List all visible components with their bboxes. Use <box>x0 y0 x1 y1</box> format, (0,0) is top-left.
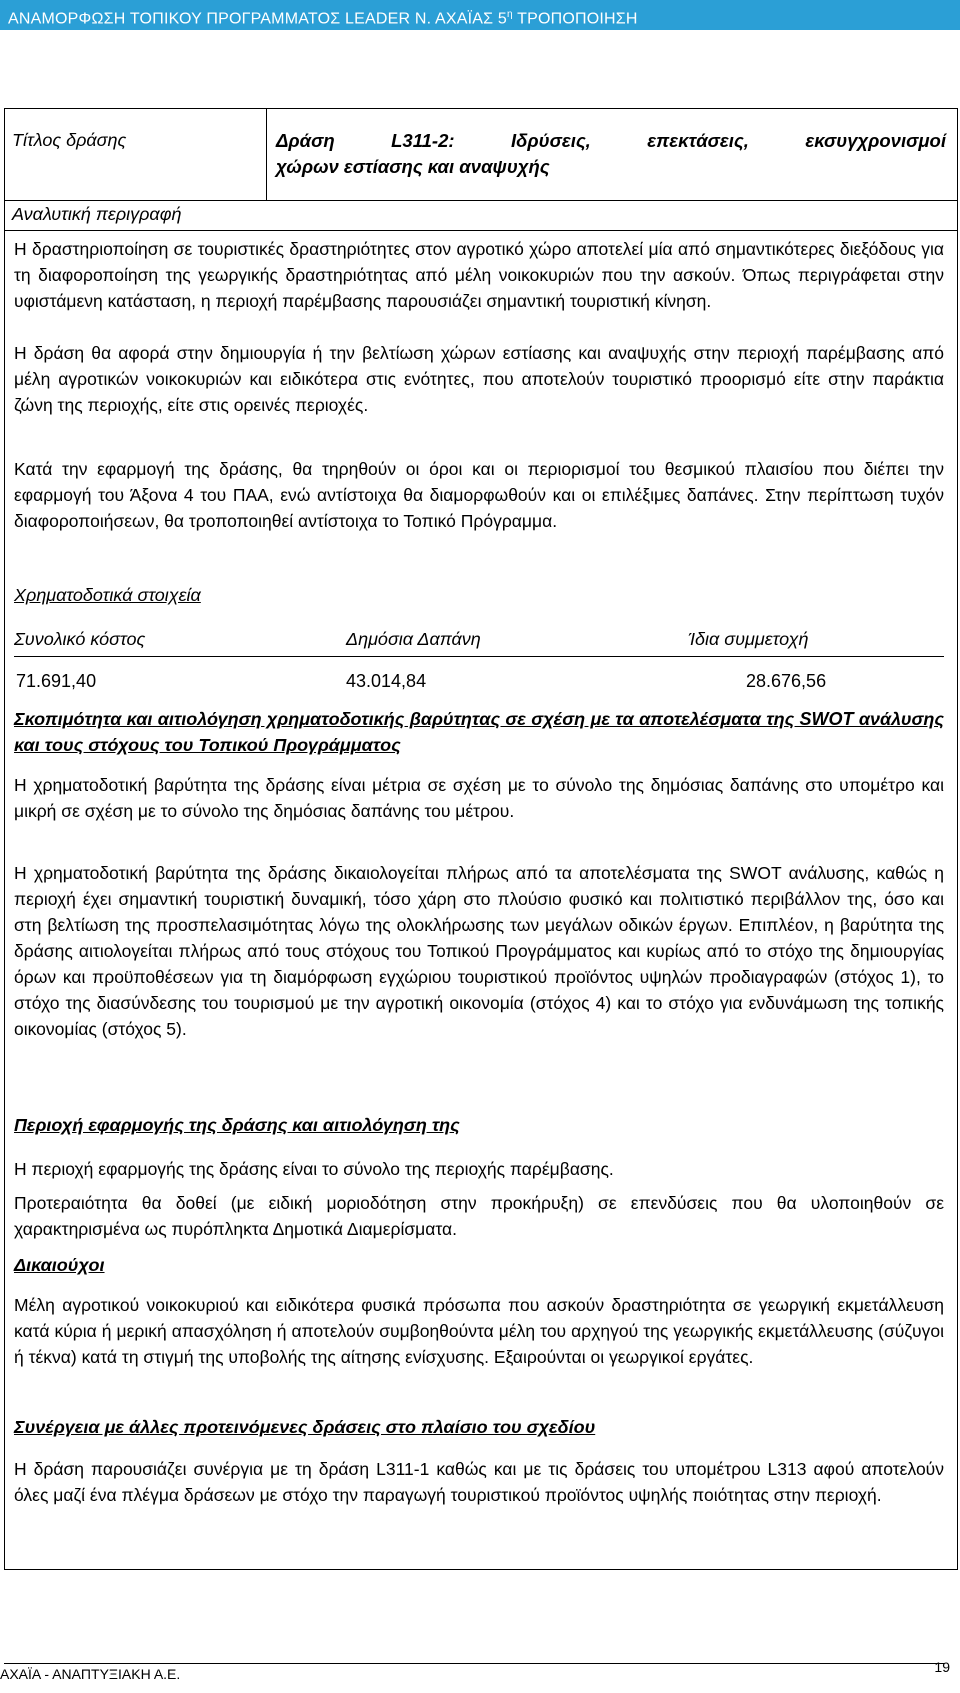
justification-paragraph-2: Η χρηματοδοτική βαρύτητα της δράσης δικαιολογείται πλήρως από τα αποτελέσματα της SWOT ανάλυσης, καθώς η περιοχή έχει σημαντική τουριστική δυναμική, τόσο χάρη στο πλούσιο φυσικό και πολιτιστικό περιβάλλον της, όσο και στη βελτίωση της προσπελασιμότητας λόγω της ολοκλήρωσης των μεγάλων οδικών έργων. Επιπλέον, η βαρύτητα της δράσης αιτιολογείται πλήρως από τους στόχους του Τοπικού Προγράμματος και κυρίως από το στόχο της δημιουργίας όρων και προϋποθέσεων για τη διαμόρφωση εγχώριου τουριστικού προϊόντος υψηλών προδιαγραφών (στόχος 1), το στόχο της διασύνδεσης του τουρισμού με την αγροτική οικονομία (στόχος 4) και το στόχο για ενδυνάμωση της τοπικής οικονομίας (στόχος 5). <box>14 863 944 1039</box>
area-paragraph-2: Προτεραιότητα θα δοθεί (με ειδική μοριοδότηση στην προκήρυξη) σε επενδύσεις που θα υλοποιηθούν σε χαρακτηρισμένα ως πυρόπληκτα Δημοτικά Διαμερίσματα. <box>14 1193 944 1239</box>
table-row-divider <box>4 200 958 201</box>
header-tail: ΤΡΟΠΟΠΟΙΗΣΗ <box>512 10 638 28</box>
description-paragraph-3: Κατά την εφαρμογή της δράσης, θα τηρηθούν οι όροι και οι περιορισμοί του θεσμικού πλαισίου που διέπει την εφαρμογή του Άξονα 4 του ΠΑΑ, ενώ αντίστοιχα θα διαμορφωθούν και οι επιλέξιμες δαπάνες. Στην περίπτωση τυχόν διαφοροποιήσεων, θα τροποποιηθεί αντίστοιχα το Τοπικό Πρόγραμμα. <box>14 459 944 531</box>
financial-col-own: Ίδια συμμετοχή <box>688 629 809 649</box>
header-text: ΑΝΑΜΟΡΦΩΣΗ ΤΟΠΙΚΟΥ ΠΡΟΓΡΑΜΜΑΤΟΣ LEADER Ν. ΑΧΑΪΑΣ 5 <box>8 10 507 28</box>
beneficiaries-heading: Δικαιούχοι <box>14 1255 105 1275</box>
page-number: 19 <box>934 1659 950 1675</box>
synergy-paragraph: Η δράση παρουσιάζει συνέργια με τη δράση L311-1 καθώς και με τις δράσεις του υπομέτρου L313 αφού αποτελούν όλες μαζί ένα πλέγμα δράσεων με στόχο την παραγωγή τουριστικού προϊόντος υψηλής ποιότητας στην περιοχή. <box>14 1459 944 1505</box>
justification-heading: Σκοπιμότητα και αιτιολόγηση χρηματοδοτικής βαρύτητας σε σχέση με τα αποτελέσματα της SWOT ανάλυσης και τους στόχους του Τοπικού Προγράμματος <box>14 709 944 755</box>
financial-divider <box>14 656 944 657</box>
financial-heading: Χρηματοδοτικά στοιχεία <box>14 585 201 605</box>
financial-val-total: 71.691,40 <box>16 671 97 691</box>
action-title-line1: Δράση L311-2: Ιδρύσεις, επεκτάσεις, εκσυγχρονισμοί <box>276 130 946 151</box>
area-paragraph-1: Η περιοχή εφαρμογής της δράσης είναι το σύνολο της περιοχής παρέμβασης. <box>14 1159 614 1179</box>
footer-organization: ΑΧΑΪΑ - ΑΝΑΠΤΥΞΙΑΚΗ Α.Ε. <box>0 1666 181 1682</box>
justification-paragraph-1: Η χρηματοδοτική βαρύτητα της δράσης είναι μέτρια σε σχέση με το σύνολο της δημόσιας δαπάνης στο υπομέτρο και μικρή σε σχέση με το σύνολο της δημόσιας δαπάνης του μέτρου. <box>14 775 944 821</box>
financial-val-public: 43.014,84 <box>346 671 427 691</box>
financial-col-public: Δημόσια Δαπάνη <box>346 629 481 649</box>
description-paragraph-1: Η δραστηριοποίηση σε τουριστικές δραστηριότητες στον αγροτικό χώρο αποτελεί μία από σημαντικότερες διεξόδους για τη διαφοροποίηση της γεωργικής δραστηριότητας από μέλη νοικοκυριών που την ασκούν. Όπως περιγράφεται στην υφιστάμενη κατάσταση, η περιοχή παρέμβασης παρουσιάζει σημαντική τουριστική κίνηση. <box>14 239 944 311</box>
title-label: Τίτλος δράσης <box>12 130 127 150</box>
header-superscript: η <box>506 9 513 20</box>
description-paragraph-2: Η δράση θα αφορά στην δημιουργία ή την βελτίωση χώρων εστίασης και αναψυχής στην περιοχή παρέμβασης από μέλη αγροτικών νοικοκυριών και ειδικότερα στις ενότητες, που αποτελούν τουριστικό προορισμό είτε στην παράκτια ζώνη της περιοχής, είτε στις ορεινές περιοχές. <box>14 343 944 415</box>
table-bottom-divider <box>4 230 958 231</box>
beneficiaries-paragraph: Μέλη αγροτικού νοικοκυριού και ειδικότερα φυσικά πρόσωπα που ασκούν δραστηριότητα σε γεωργική εκμετάλλευση κατά κύρια ή μερική απασχόληση ή αποτελούν συμβοηθούντα μέλη του αρχηγού της γεωργικής εκμετάλλευσης (σύζυγοι ή τέκνα) κατά τη στιγμή της υποβολής της αίτησης ενίσχυσης. Εξαιρούνται οι γεωργικοί εργάτες. <box>14 1295 944 1367</box>
description-label: Αναλυτική περιγραφή <box>12 204 182 224</box>
financial-val-own: 28.676,56 <box>746 671 827 691</box>
synergy-heading: Συνέργεια με άλλες προτεινόμενες δράσεις στο πλαίσιο του σχεδίου <box>14 1417 596 1437</box>
financial-col-total: Συνολικό κόστος <box>14 629 146 649</box>
area-heading: Περιοχή εφαρμογής της δράσης και αιτιολόγηση της <box>14 1115 460 1135</box>
action-title-line2: χώρων εστίασης και αναψυχής <box>276 156 550 177</box>
table-divider <box>266 108 267 200</box>
footer-rule <box>4 1663 944 1664</box>
document-header <box>0 0 960 30</box>
